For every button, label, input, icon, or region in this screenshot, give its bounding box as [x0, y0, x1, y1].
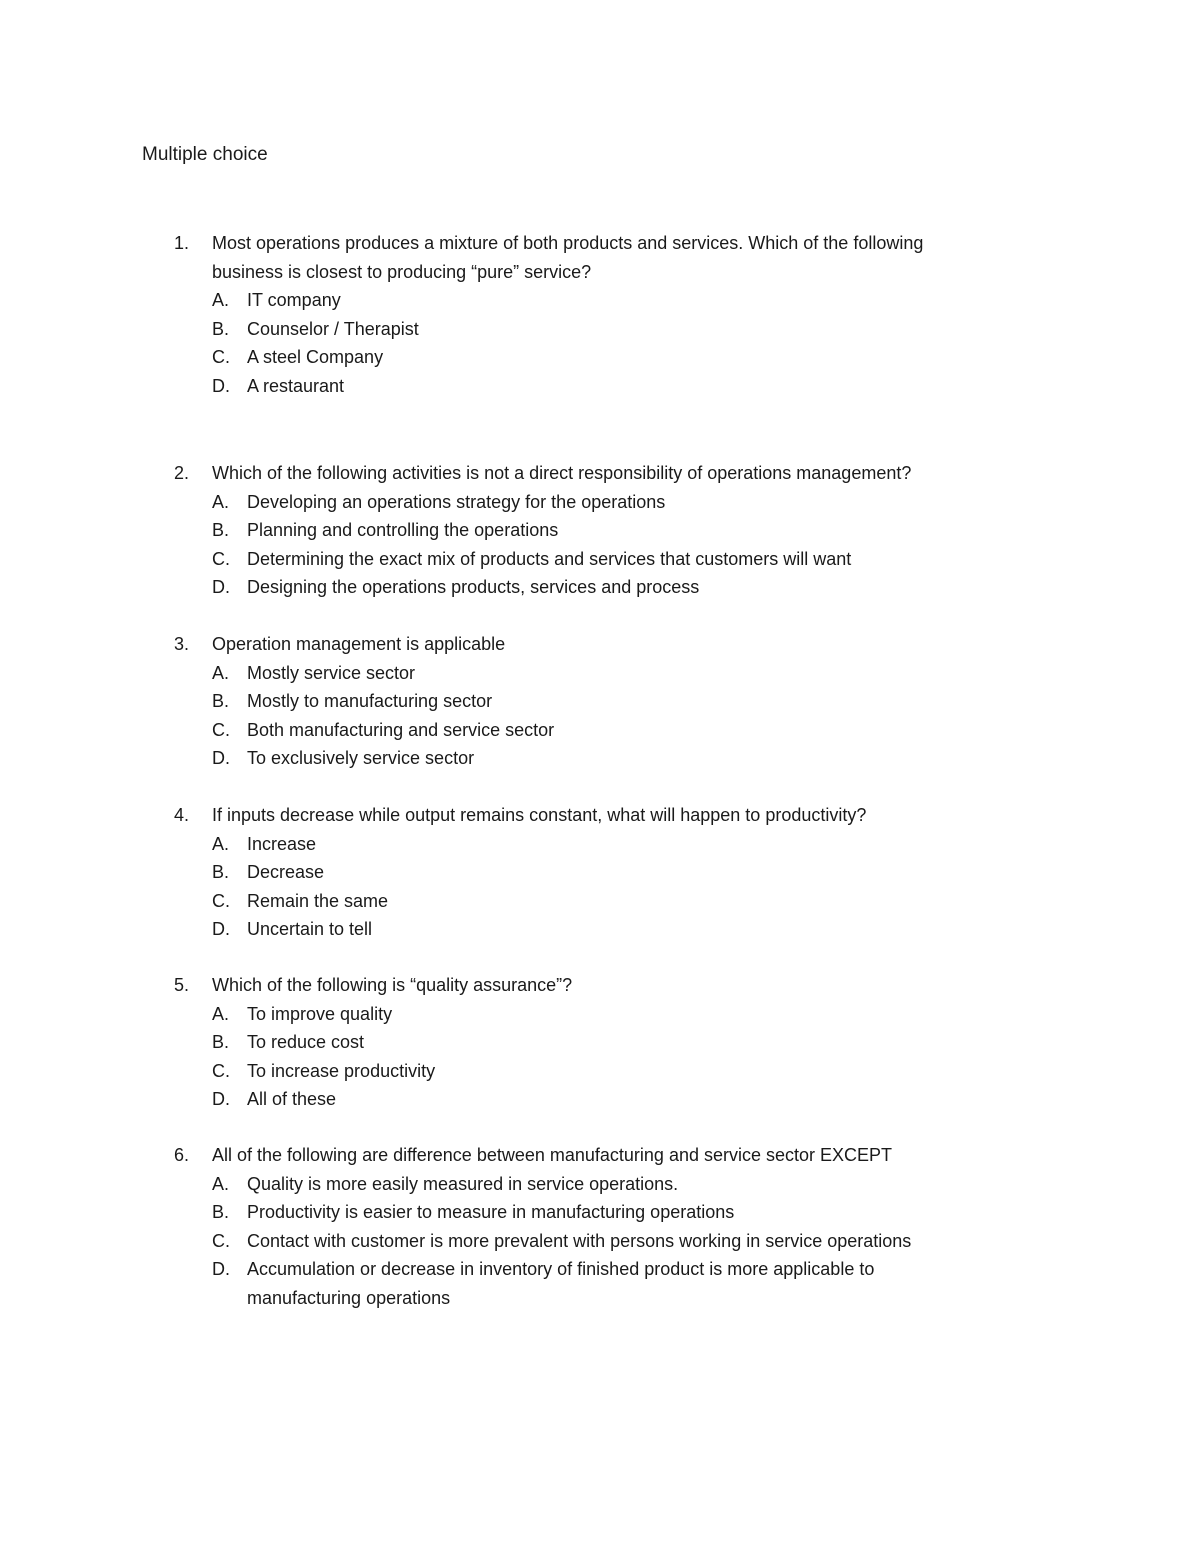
answer-option: [0, 1028, 1200, 1057]
question-line: [0, 258, 1200, 287]
option-text: Productivity is easier to measure in manufacturing operations: [247, 1202, 735, 1222]
question-number: 3.: [174, 634, 190, 654]
question-number: 5.: [174, 975, 190, 995]
answer-option: [0, 1057, 1200, 1086]
option-text: To improve quality: [247, 1003, 393, 1024]
question-item: [0, 1141, 1200, 1312]
answer-option: [0, 1000, 1200, 1029]
question-text: Which of the following is “quality assurance”?: [212, 975, 573, 995]
answer-option: [0, 1255, 1200, 1284]
answer-option: [0, 315, 1200, 344]
question-item: [0, 971, 1200, 1114]
answer-option: [0, 858, 1200, 887]
option-letter: D.: [212, 919, 230, 939]
question-number: 2.: [174, 463, 190, 483]
option-text: Contact with customer is more prevalent with persons working in service operations: [247, 1230, 912, 1251]
option-letter: C.: [212, 1060, 230, 1081]
option-letter: A.: [212, 290, 230, 310]
option-text: IT company: [247, 290, 341, 310]
option-text: Uncertain to tell: [247, 919, 373, 939]
answer-option: [0, 573, 1200, 602]
option-letter: D.: [212, 577, 230, 597]
answer-option: [0, 687, 1200, 716]
answer-option: [0, 488, 1200, 517]
option-text: Determining the exact mix of products and services that customers will want: [247, 548, 852, 569]
answer-option: [0, 372, 1200, 401]
option-text: All of these: [247, 1089, 337, 1109]
option-letter: C.: [212, 548, 230, 569]
option-letter: A.: [212, 833, 230, 854]
answer-option: [0, 659, 1200, 688]
question-text: business is closest to producing “pure” service?: [212, 261, 592, 282]
answer-option: [0, 744, 1200, 773]
answer-option: [0, 516, 1200, 545]
option-letter: B.: [212, 1032, 230, 1052]
question-line: [0, 459, 1200, 488]
option-letter: C.: [212, 1230, 230, 1251]
option-text: Both manufacturing and service sector: [247, 719, 555, 740]
question-number: 4.: [174, 805, 190, 825]
question-text: Most operations produces a mixture of both products and services. Which of the following: [212, 233, 924, 253]
option-letter: D.: [212, 1259, 230, 1279]
question-text: If inputs decrease while output remains constant, what will happen to productivity?: [212, 805, 867, 825]
question-item: [0, 630, 1200, 773]
option-text: A restaurant: [247, 375, 345, 396]
option-letter: B.: [212, 520, 230, 540]
option-text: Quality is more easily measured in service operations.: [247, 1173, 679, 1194]
option-text: Developing an operations strategy for the operations: [247, 491, 666, 512]
option-letter: A.: [212, 491, 230, 512]
option-letter: D.: [212, 748, 230, 768]
answer-option: [0, 343, 1200, 372]
option-letter: B.: [212, 862, 230, 882]
question-number: 1.: [174, 233, 190, 253]
option-letter: B.: [212, 318, 230, 339]
option-text: To exclusively service sector: [247, 748, 475, 768]
question-text: All of the following are difference between manufacturing and service sector EXCEPT: [212, 1145, 893, 1165]
option-letter: A.: [212, 1173, 230, 1194]
option-text: Increase: [247, 833, 317, 854]
question-number: 6.: [174, 1145, 190, 1165]
question-item: [0, 229, 1200, 400]
answer-option: [0, 1198, 1200, 1227]
option-text: Remain the same: [247, 890, 389, 911]
option-letter: C.: [212, 890, 230, 911]
option-letter: B.: [212, 691, 230, 711]
question-line: [0, 630, 1200, 659]
question-item: [0, 459, 1200, 602]
question-line: [0, 801, 1200, 830]
question-line: [0, 229, 1200, 258]
option-text: A steel Company: [247, 347, 384, 367]
option-text: Accumulation or decrease in inventory of finished product is more applicable to: [247, 1259, 875, 1279]
question-text: Operation management is applicable: [212, 634, 506, 654]
answer-option: [0, 887, 1200, 916]
answer-option: [0, 545, 1200, 574]
answer-option: [0, 1085, 1200, 1114]
answer-option: [0, 1170, 1200, 1199]
page-title: Multiple choice: [142, 144, 268, 165]
option-letter: C.: [212, 719, 230, 740]
option-letter: C.: [212, 347, 230, 367]
option-text: Mostly service sector: [247, 662, 416, 683]
option-text: Mostly to manufacturing sector: [247, 691, 493, 711]
option-text: manufacturing operations: [247, 1287, 451, 1308]
question-text: Which of the following activities is not a direct responsibility of operations management?: [212, 463, 912, 483]
answer-option: [0, 716, 1200, 745]
answer-option: [0, 915, 1200, 944]
option-letter: A.: [212, 662, 230, 683]
question-line: [0, 1141, 1200, 1170]
option-text: To increase productivity: [247, 1060, 436, 1081]
option-letter: A.: [212, 1003, 230, 1024]
option-text: Planning and controlling the operations: [247, 520, 559, 540]
question-item: [0, 801, 1200, 944]
answer-option: [0, 286, 1200, 315]
option-text: Counselor / Therapist: [247, 318, 419, 339]
option-text: Decrease: [247, 862, 325, 882]
option-letter: D.: [212, 375, 230, 396]
answer-option: [0, 1284, 1200, 1313]
option-text: Designing the operations products, services and process: [247, 577, 700, 597]
option-letter: B.: [212, 1202, 230, 1222]
option-text: To reduce cost: [247, 1032, 365, 1052]
option-letter: D.: [212, 1089, 230, 1109]
question-line: [0, 971, 1200, 1000]
answer-option: [0, 1227, 1200, 1256]
answer-option: [0, 830, 1200, 859]
